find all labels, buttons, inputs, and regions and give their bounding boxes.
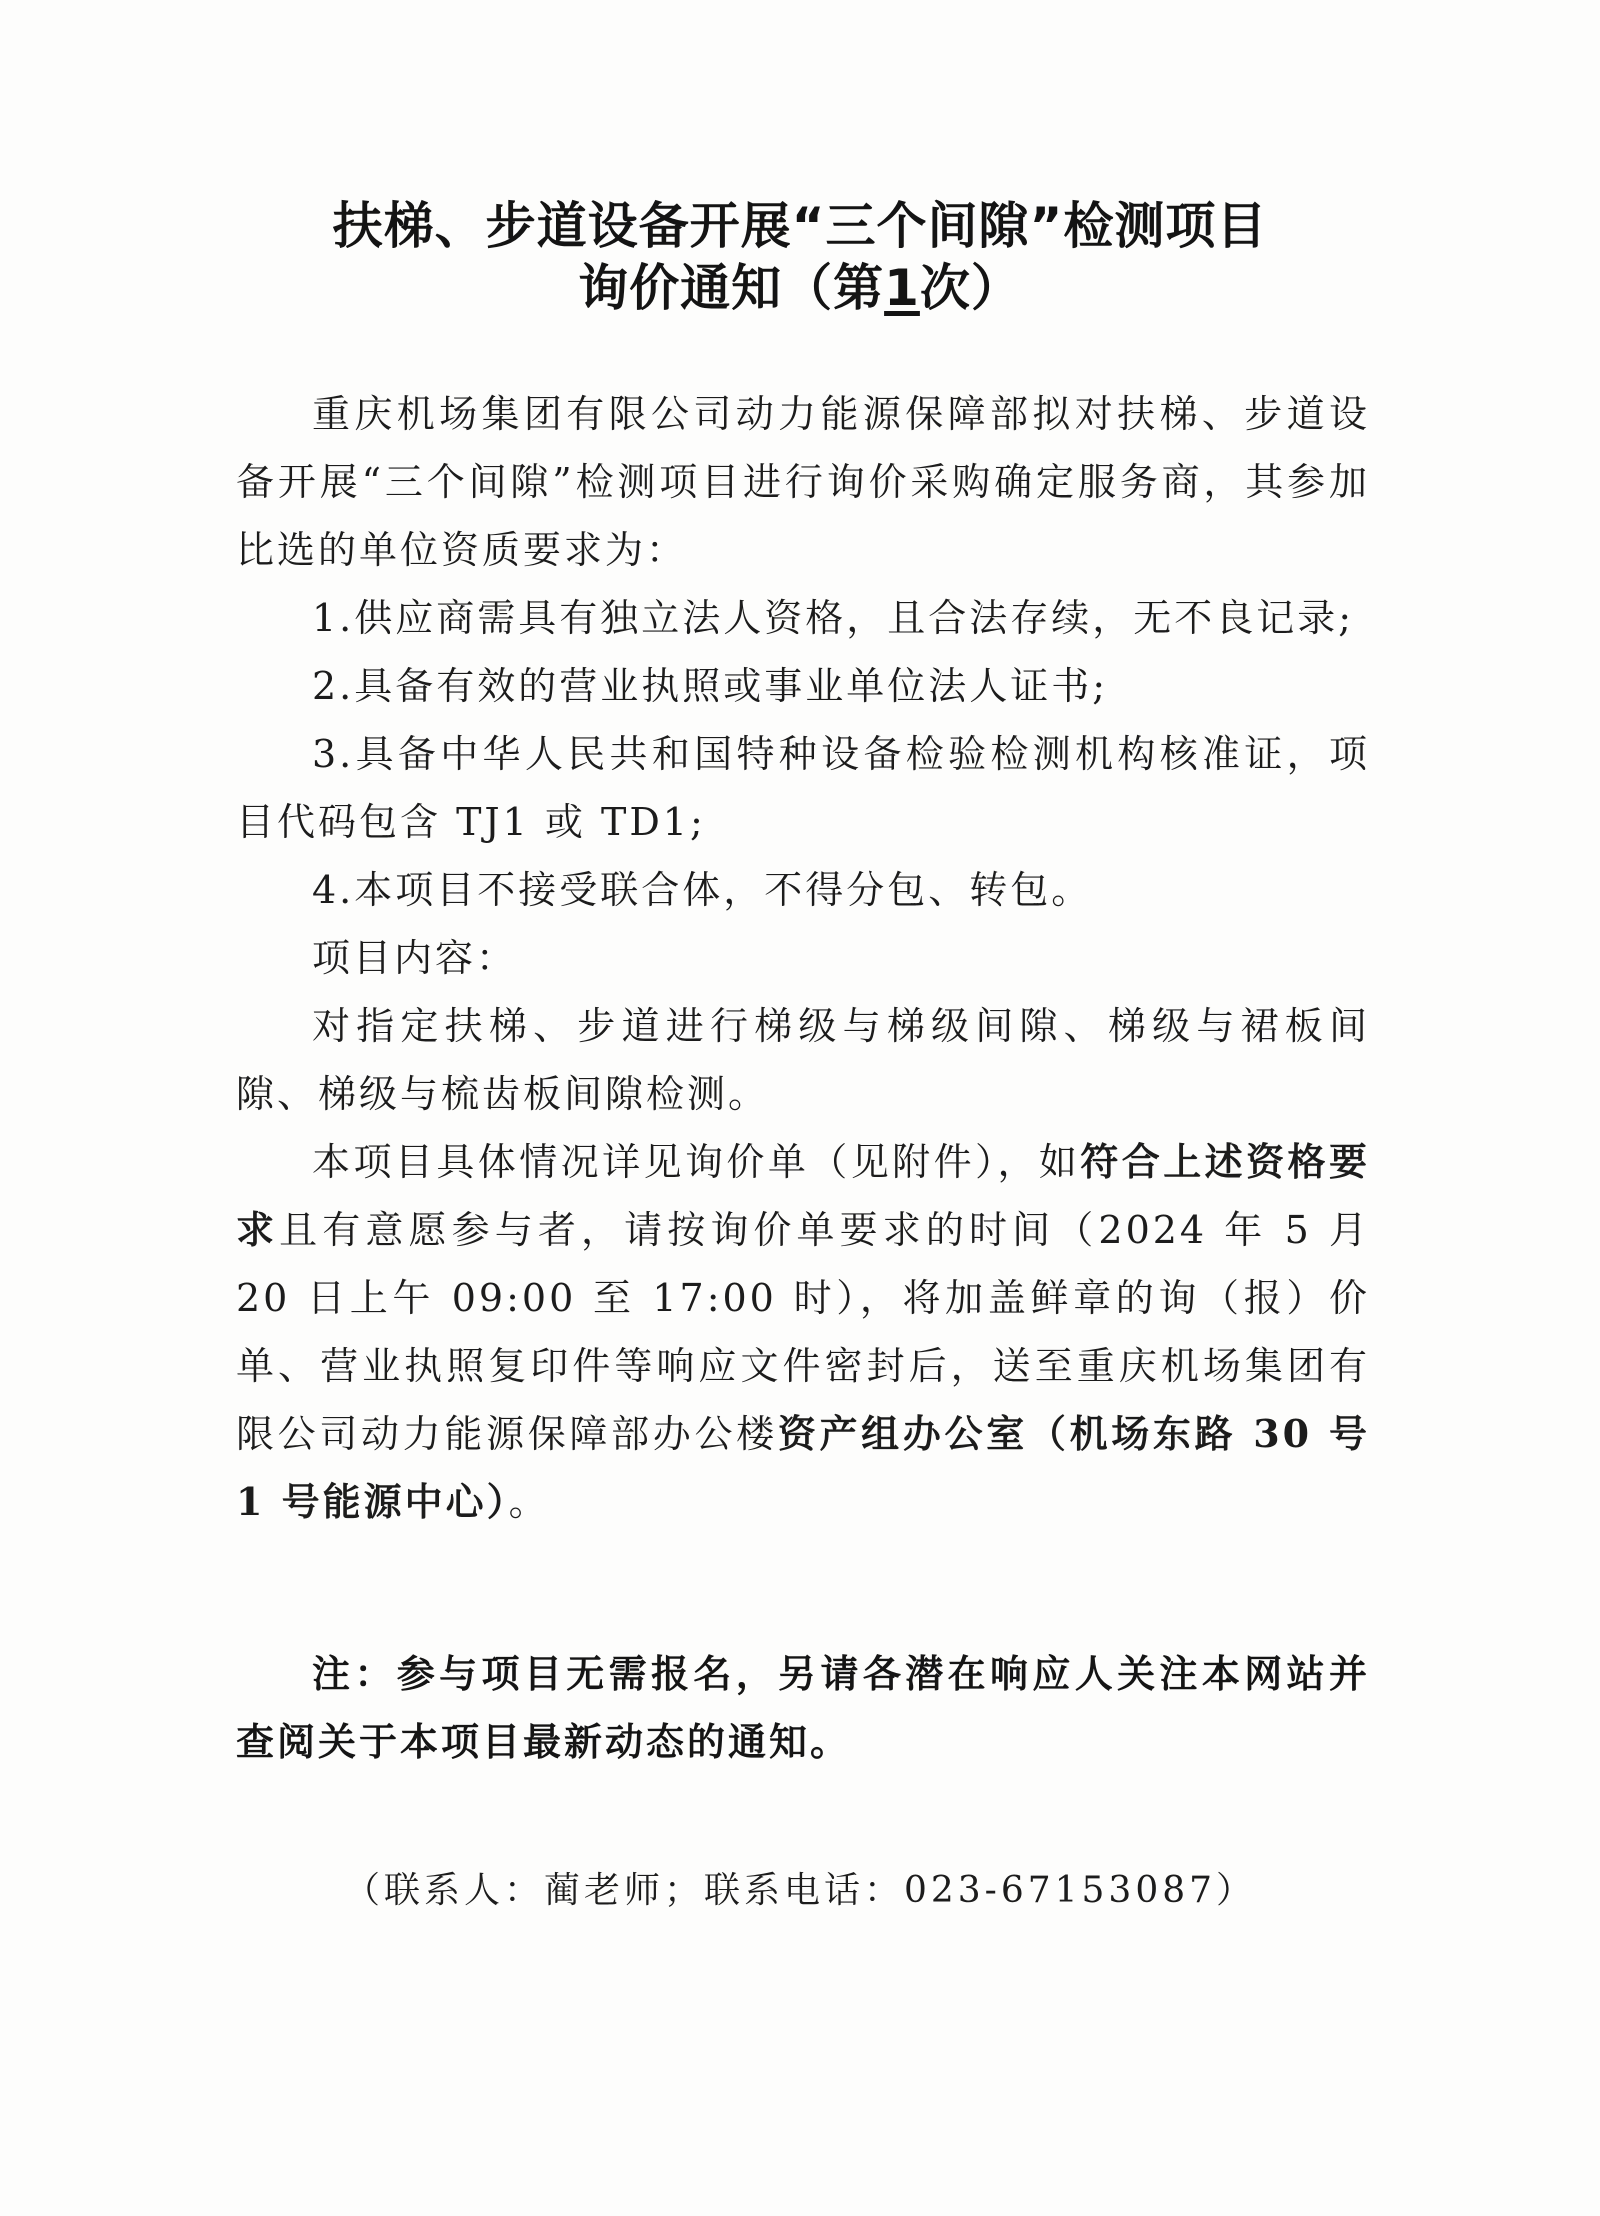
- submission-text-1: 本项目具体情况详见询价单（见附件），如: [312, 1140, 1081, 1184]
- content-paragraph: 对指定扶梯、步道进行梯级与梯级间隙、梯级与裙板间隙、梯级与梳齿板间隙检测。: [236, 1004, 1370, 1116]
- notice-round-number: 1: [884, 259, 920, 317]
- contact-line: （联系人：蔺老师；联系电话：023-67153087）: [343, 1870, 1257, 1911]
- requirement-4: 4.本项目不接受联合体，不得分包、转包。: [312, 868, 1093, 912]
- submission-bold-qualification: 符合上述资格要求: [236, 1139, 1370, 1252]
- title-line-1: 扶梯、步道设备开展“三个间隙”检测项目: [332, 197, 1268, 255]
- requirement-3: 3.具备中华人民共和国特种设备检验检测机构核准证，项目代码包含 TJ1 或 TD1;: [236, 732, 1370, 844]
- content-heading: 项目内容：: [312, 936, 518, 980]
- title-line-2-prefix: 询价通知（第: [578, 259, 885, 317]
- submission-text-2: 且有意愿参与者，请按询价单要求的时间（2024 年 5 月 20 日上午 09:00 至 17:00 时），将加盖鲜章的询（报）价单、营业执照复印件等响应文件密封后，送至重庆机场集团有限公司动力能源保障部办公楼: [236, 1208, 1370, 1456]
- note-paragraph: 注：参与项目无需报名，另请各潜在响应人关注本网站并查阅关于本项目最新动态的通知。: [236, 1651, 1370, 1764]
- submission-bold-location: 资产组办公室（机场东路 30 号 1 号能源中心）: [236, 1411, 1370, 1524]
- requirement-1: 1.供应商需具有独立法人资格，且合法存续，无不良记录;: [312, 596, 1355, 640]
- note-section: [236, 1640, 1370, 1776]
- title-line-2: [0, 248, 1600, 320]
- title-line-2-suffix: 次）: [919, 259, 1022, 317]
- intro-paragraph: 重庆机场集团有限公司动力能源保障部拟对扶梯、步道设备开展“三个间隙”检测项目进行询价采购确定服务商，其参加比选的单位资质要求为：: [236, 392, 1370, 572]
- submission-paragraph: [236, 1128, 1370, 1536]
- notice-body: [236, 380, 1370, 1536]
- requirement-2: 2.具备有效的营业执照或事业单位法人证书;: [312, 664, 1109, 708]
- submission-text-3: 。: [508, 1480, 550, 1524]
